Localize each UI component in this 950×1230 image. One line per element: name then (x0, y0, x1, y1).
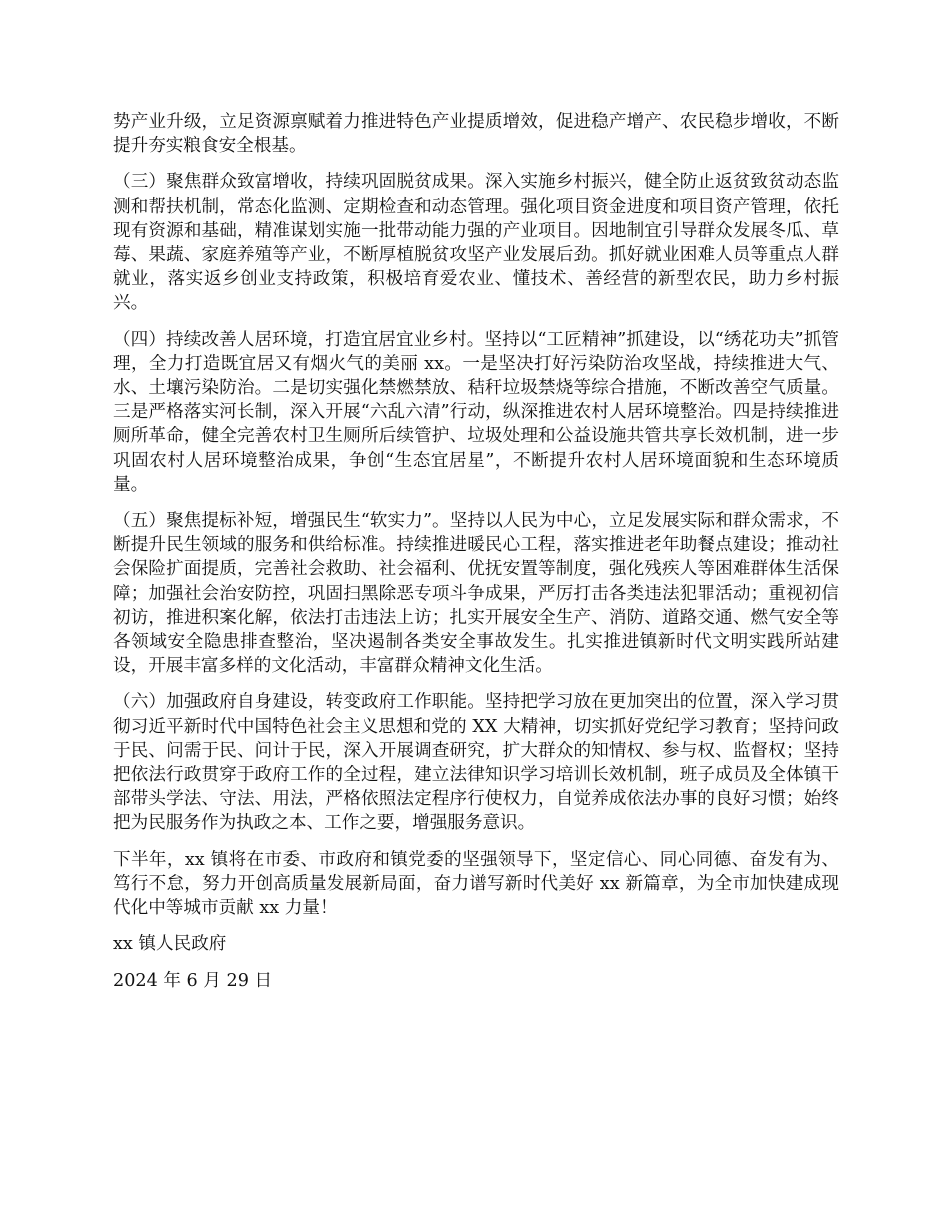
paragraph-intro-continuation: 势产业升级，立足资源禀赋着力推进特色产业提质增效，促进稳产增产、农民稳步增收，不断提升夯实粮食安全根基。 (113, 112, 839, 157)
paragraph-section-four: （四）持续改善人居环境，打造宜居宜业乡村。坚持以“工匠精神”抓建设，以“绣花功夫”抓管理，全力打造既宜居又有烟火气的美丽 xx。一是坚决打好污染防治攻坚战，持续推进大气、水、土壤污染防治。二是切实强化禁燃禁放、秸秆垃圾禁烧等综合措施，不断改善空气质量。三是严格落实河长制，深入开展“六乱六清”行动，纵深推进农村人居环境整治。四是持续推进厕所革命，健全完善农村卫生厕所后续管护、垃圾处理和公益设施共管共享长效机制，进一步巩固农村人居环境整治成果，争创“生态宜居星”，不断提升农村人居环境面貌和生态环境质量。 (113, 329, 839, 495)
document-date: 2024 年 6 月 29 日 (113, 970, 273, 991)
paragraph-section-three: （三）聚焦群众致富增收，持续巩固脱贫成果。深入实施乡村振兴，健全防止返贫致贫动态监测和帮扶机制，常态化监测、定期检查和动态管理。强化项目资金进度和项目资产管理，依托现有资源和基础，精准谋划实施一批带动能力强的产业项目。因地制宜引导群众发展冬瓜、草莓、果蔬、家庭养殖等产业，不断厚植脱贫攻坚产业发展后劲。抓好就业困难人员等重点人群就业，落实返乡创业支持政策，积极培育爱农业、懂技术、善经营的新型农民，助力乡村振兴。 (113, 172, 839, 314)
document-body (113, 110, 839, 1005)
paragraph-conclusion: 下半年，xx 镇将在市委、市政府和镇党委的坚强领导下，坚定信心、同心同德、奋发有为、笃行不怠，努力开创高质量发展新局面，奋力谱写新时代美好 xx 新篇章，为全市加快建成现代化中等城市贡献 xx 力量！ (113, 849, 839, 919)
paragraph-section-five: （五）聚焦提标补短，增强民生“软实力”。坚持以人民为中心，立足发展实际和群众需求，不断提升民生领域的服务和供给标准。持续推进暖民心工程，落实推进老年助餐点建设；推动社会保险扩面提质，完善社会救助、社会福利、优抚安置等制度，强化残疾人等困难群体生活保障；加强社会治安防控，巩固扫黑除恶专项斗争成果，严厉打击各类违法犯罪活动；重视初信初访，推进积案化解，依法打击违法上访；扎实开展安全生产、消防、道路交通、燃气安全等各领域安全隐患排查整治，坚决遏制各类安全事故发生。扎实推进镇新时代文明实践所站建设，开展丰富多样的文化活动，丰富群众精神文化生活。 (113, 511, 839, 677)
paragraph-section-six: （六）加强政府自身建设，转变政府工作职能。坚持把学习放在更加突出的位置，深入学习贯彻习近平新时代中国特色社会主义思想和党的 XX 大精神，切实抓好党纪学习教育；坚持问政于民、问需于民、问计于民，深入开展调查研究，扩大群众的知情权、参与权、监督权；坚持把依法行政贯穿于政府工作的全过程，建立法律知识学习培训长效机制，班子成员及全体镇干部带头学法、守法、用法，严格依照法定程序行使权力，自觉养成依法办事的良好习惯；始终把为民服务作为执政之本、工作之要，增强服务意识。 (113, 692, 839, 834)
signature-line: xx 镇人民政府 (113, 934, 227, 955)
